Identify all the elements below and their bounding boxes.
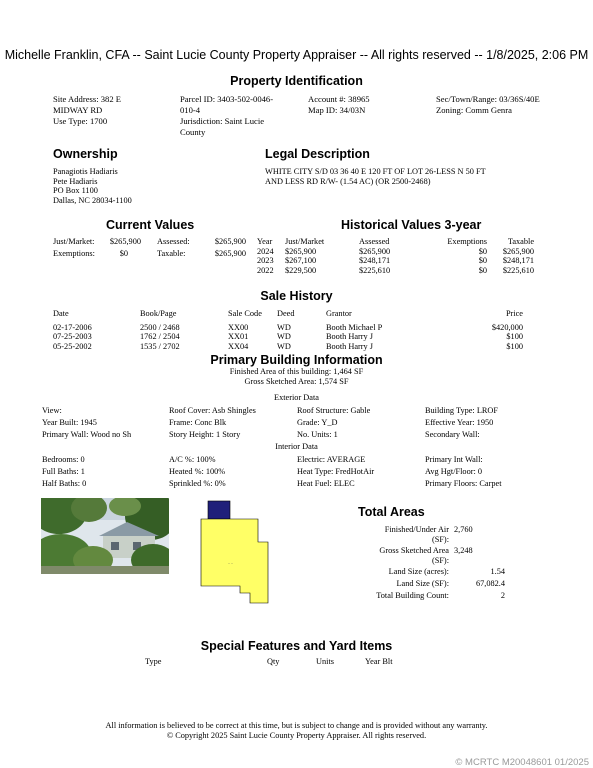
map-id: Map ID: 34/03N [308,105,366,115]
assessed-label: Assessed: [157,237,190,246]
jurisdiction-line2: County [180,127,206,137]
land-size-sf-label: Land Size (SF): [396,579,449,588]
hist-year: 2022 [257,265,274,275]
sale-code: XX00 [228,322,249,332]
col-price: Price [505,309,523,318]
hist-assessed: $225,610 [359,265,391,275]
exterior-story-height: Story Height: 1 Story [169,430,241,439]
sale-price: $420,000 [491,322,523,332]
finished-under-air-label-2: (SF): [431,534,449,544]
sale-date: 02-17-2006 [53,322,92,332]
sale-book-page: 1762 / 2504 [140,332,180,341]
total-building-count-value: 2 [500,591,505,600]
sale-deed: WD [277,332,291,341]
hist-exemptions: $0 [478,265,487,275]
table-row [257,247,534,257]
interior-sprinkled: Sprinkled %: 0% [169,479,226,488]
hist-assessed: $265,900 [359,246,391,256]
sale-history-table [53,309,523,351]
interior-full-baths: Full Baths: 1 [42,467,85,476]
legal-description-title: Legal Description [265,147,370,161]
interior-electric: Electric: AVERAGE [297,455,366,464]
current-values-title: Current Values [106,218,195,232]
hist-taxable: $265,900 [502,246,534,256]
gross-sketched-area-label [379,546,449,565]
interior-ac: A/C %: 100% [169,455,216,464]
legal-line-1: WHITE CITY S/D 03 36 40 E 120 FT OF LOT 26-LESS N 50 FT [265,167,486,176]
ownership-block [53,167,132,205]
hist-year: 2023 [257,256,274,265]
use-type: Use Type: 1700 [53,116,108,126]
account-number: Account #: 38965 [308,94,370,104]
land-size-acres-label: Land Size (acres): [388,567,449,576]
col-year: Year [257,237,273,246]
hist-exemptions: $0 [478,256,487,265]
hist-exemptions: $0 [478,246,487,256]
hist-taxable: $248,171 [502,256,534,265]
site-address-line1: Site Address: 382 E [53,94,122,104]
historical-header-row [257,237,534,247]
legal-description-block [265,167,486,186]
table-row [53,342,523,352]
page-footer [0,721,593,740]
exemptions-value: $0 [119,249,128,258]
col-grantor: Grantor [326,309,352,318]
property-photo-image [41,498,169,574]
exterior-grade: Grade: Y_D [297,418,338,427]
exterior-units: No. Units: 1 [297,430,338,439]
exterior-secondary-wall: Secondary Wall: [425,430,480,439]
sale-code: XX04 [228,341,249,351]
table-row [42,479,552,491]
col-date: Date [53,309,69,318]
table-row [53,332,523,342]
table-row [42,467,552,479]
hist-just-market: $265,900 [285,246,317,256]
col-assessed: Assessed [359,237,390,246]
property-id-col3 [308,94,370,116]
interior-half-baths: Half Baths: 0 [42,479,87,488]
total-building-count-label: Total Building Count: [376,591,449,600]
col-type: Type [145,657,162,666]
just-market-label: Just/Market: [53,237,95,246]
col-taxable: Taxable [507,237,534,246]
hist-taxable: $225,610 [502,265,534,275]
col-just-market: Just/Market [285,237,325,246]
interior-bedrooms: Bedrooms: 0 [42,455,85,464]
col-units: Units [316,657,334,666]
land-size-sf-value: 67,082.4 [475,579,505,588]
finished-under-air-value: 2,760 [454,525,473,534]
jurisdiction-line1: Jurisdiction: Saint Lucie [180,116,265,126]
owner-address-2: Dallas, NC 28034-1100 [53,195,132,205]
property-id-col2 [180,94,273,138]
exterior-data-header: Exterior Data [274,393,319,402]
taxable-value: $265,900 [214,249,246,258]
svg-text:-- --: -- -- [228,561,233,565]
interior-data-table [42,455,552,491]
finished-under-air-label-1: Finished/Under Air [384,525,449,534]
owner-name-1: Panagiotis Hadiaris [53,167,118,176]
building-areas [0,367,593,386]
exterior-view: View: [42,406,62,415]
exterior-year-built: Year Built: 1945 [42,418,97,427]
building-sketch [198,498,274,608]
col-book-page: Book/Page [140,309,177,318]
property-id-col1 [53,94,121,127]
sale-grantor: Booth Harry J [326,341,374,351]
gross-sketched-area-value: 3,248 [454,546,473,555]
table-row [257,256,534,266]
exterior-data-table [42,406,552,442]
special-features-title: Special Features and Yard Items [200,639,393,653]
building-sketch-drawing [198,498,274,608]
site-address-line2: MIDWAY RD [53,105,103,115]
zoning: Zoning: Comm Genra [436,105,512,115]
table-row [42,406,552,418]
interior-heat-type: Heat Type: FredHotAir [297,467,375,476]
owner-name-2: Pete Hadiaris [53,176,98,186]
taxable-label: Taxable: [157,249,186,258]
exemptions-label: Exemptions: [53,249,95,258]
interior-data-header: Interior Data [275,442,318,451]
table-row [53,323,523,333]
col-deed: Deed [277,309,295,318]
interior-avg-hgt: Avg Hgt/Floor: 0 [425,467,483,476]
sale-price: $100 [506,341,523,351]
gross-sketched-area-label-2: (SF): [431,555,449,565]
sec-town-range: Sec/Town/Range: 03/36S/40E [436,94,540,104]
interior-primary-floors: Primary Floors: Carpet [425,479,502,488]
copyright: © Copyright 2025 Saint Lucie County Property Appraiser. All rights reserved. [166,730,427,740]
total-areas-title: Total Areas [358,505,425,519]
owner-address-1: PO Box 1100 [53,186,98,195]
current-values-table [53,237,249,259]
table-row [42,455,552,467]
sale-date: 07-25-2003 [53,332,92,341]
hist-just-market: $229,500 [285,265,317,275]
table-row [42,418,552,430]
assessed-value: $265,900 [214,237,246,246]
total-areas-table [360,525,505,605]
special-features-headers [0,657,593,669]
table-row [42,430,552,442]
just-market-value: $265,900 [109,237,141,246]
disclaimer: All information is believed to be correct at this time, but is subject to change and is provided without any warranty. [105,721,488,730]
parcel-id-line2: 010-4 [180,105,201,115]
hist-year: 2024 [257,246,274,256]
exterior-roof-structure: Roof Structure: Gable [297,406,371,415]
primary-building-title: Primary Building Information [210,353,383,367]
interior-heated: Heated %: 100% [169,467,226,476]
hist-just-market: $267,100 [285,256,317,265]
mls-watermark: © MCRTC M20048601 01/2025 [455,757,589,768]
sale-price: $100 [506,332,523,341]
sale-grantor: Booth Harry J [326,332,374,341]
parcel-id-line1: Parcel ID: 3403-502-0046- [180,94,274,104]
gross-sketched-area-label-1: Gross Sketched Area [379,546,449,555]
page-header: Michelle Franklin, CFA -- Saint Lucie County Property Appraiser -- All rights reserved -- 1/8/2025, 2:06 PM [4,48,589,62]
historical-values-title: Historical Values 3-year [341,218,482,232]
property-id-col4 [436,94,540,116]
hist-assessed: $248,171 [359,256,391,265]
property-identification-title: Property Identification [230,74,363,88]
exterior-building-type: Building Type: LROF [425,406,499,415]
sale-grantor: Booth Michael P [326,322,383,332]
exterior-primary-wall: Primary Wall: Wood no Sh [42,430,132,439]
legal-line-2: AND LESS RD R/W- (1.54 AC) (OR 2500-2468) [265,176,431,186]
interior-primary-int-wall: Primary Int Wall: [425,455,483,464]
historical-values-table [257,237,534,275]
exterior-effective-year: Effective Year: 1950 [425,418,494,427]
finished-under-air-label [385,525,449,544]
land-size-acres-value: 1.54 [490,567,505,576]
sale-header-row [53,309,523,319]
finished-area: Finished Area of this building: 1,464 SF [229,367,364,376]
exterior-roof-cover: Roof Cover: Asb Shingles [169,406,256,415]
sale-date: 05-25-2002 [53,341,92,351]
table-row [257,266,534,276]
gross-sketched-area: Gross Sketched Area: 1,574 SF [244,376,349,386]
col-year-built: Year Blt [365,657,393,666]
col-qty: Qty [267,657,280,666]
property-photo [41,498,169,574]
sale-book-page: 1535 / 2702 [140,341,180,351]
ownership-title: Ownership [53,147,118,161]
col-sale-code: Sale Code [228,309,262,318]
sale-deed: WD [277,341,291,351]
sale-deed: WD [277,322,291,332]
col-exemptions: Exemptions [447,237,487,246]
exterior-frame: Frame: Conc Blk [169,418,227,427]
sale-code: XX01 [228,332,249,341]
sale-history-title: Sale History [260,289,333,303]
interior-heat-fuel: Heat Fuel: ELEC [297,479,355,488]
sale-book-page: 2500 / 2468 [140,322,180,332]
